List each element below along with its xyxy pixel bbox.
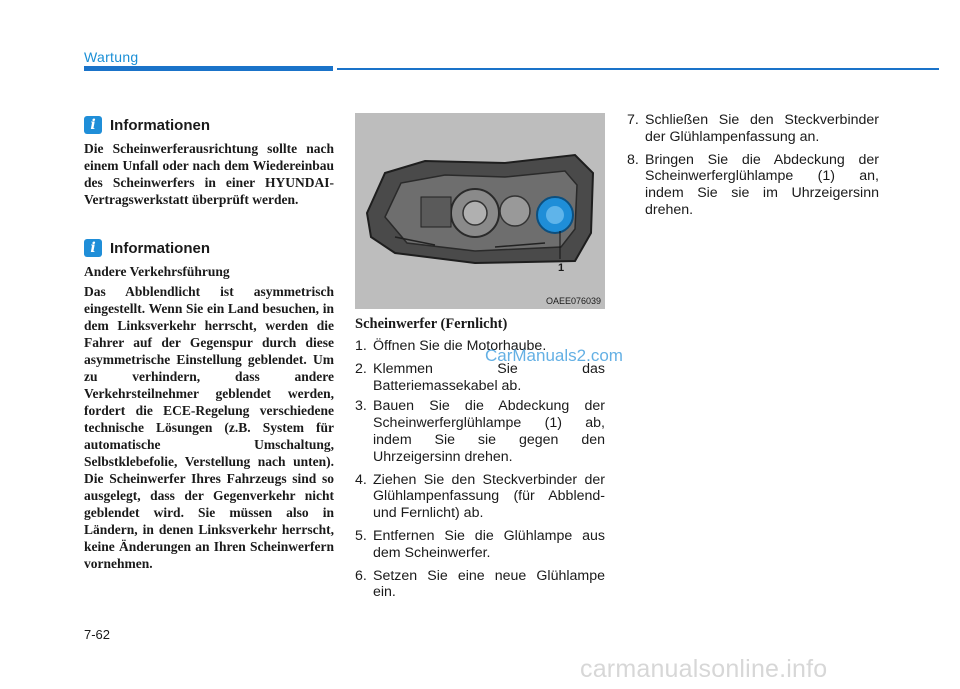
info-heading-2 (84, 239, 210, 257)
info-title-2: Informationen (110, 239, 210, 257)
list-item: 8. Bringen Sie die Abdeckung der Scheinwerferglühlampe (1) an, indem Sie sie im Uhrzeigersinn drehen. (627, 151, 879, 218)
section-title: Wartung (84, 49, 139, 65)
info-icon: i (84, 239, 102, 257)
info-heading-1 (84, 116, 210, 134)
list-item: 7. Schließen Sie den Steckverbinder der Glühlampenfassung an. (627, 112, 879, 145)
list-item: 6. Setzen Sie eine neue Glühlampe ein. (355, 567, 605, 601)
figure-callout: 1 (558, 262, 565, 274)
header-bar-left (84, 66, 333, 71)
footer-watermark: carmanualsonline.info (580, 655, 828, 683)
info-text-1: Die Scheinwerferausrichtung sollte nach einem Unfall oder nach dem Wiedereinbau des Scheinwerfers in einer HYUNDAI-Vertragswerkstatt überprüft werden. (84, 141, 334, 207)
steps-list-col2 (355, 338, 605, 607)
steps-list-col3 (627, 112, 879, 225)
headlamp-illustration (355, 113, 605, 309)
info-subtitle-2: Andere Verkehrsführung (84, 264, 230, 279)
page-number: 7-62 (84, 627, 111, 642)
list-item: 5. Entfernen Sie die Glühlampe aus dem Scheinwerfer. (355, 527, 605, 561)
list-item: 3. Bauen Sie die Abdeckung der Scheinwerferglühlampe (1) ab, indem Sie sie gegen den Uhrzeigersinn drehen. (355, 398, 605, 465)
figure-code: OAEE076039 (545, 296, 601, 306)
list-item: 4. Ziehen Sie den Steckverbinder der Glühlampenfassung (für Abblend- und Fernlicht) ab. (355, 471, 605, 522)
info-icon: i (84, 116, 102, 134)
header-bar-right (337, 68, 939, 70)
list-item: 1. Öffnen Sie die Motorhaube. (355, 338, 547, 354)
info-title-1: Informationen (110, 116, 210, 134)
info-text-2: Das Abblendlicht ist asymmetrisch eingestellt. Wenn Sie ein Land besuchen, in dem Linksverkehr herrscht, werden die Fahrer auf der Gegenspur durch diese asymmetrische Einstellung geblendet. Um zu verhindern, dass andere Verkehrsteilnehmer geblendet werden, fordert die ECE-Regelung verschiedene technische Lösungen (z.B. System für automatische Umschaltung, Selbstklebefolie, Verstellung nach unten). Die Scheinwerfer Ihres Fahrzeugs sind so ausgelegt, dass der Gegenverkehr nicht geblendet wird. Sie müssen also in Ländern, in denen Linksverkehr herrscht, keine Änderungen an Ihren Scheinwerfern vornehmen. (84, 284, 334, 571)
figure-caption: Scheinwerfer (Fernlicht) (355, 316, 508, 332)
watermark-carmanuals2: CarManuals2.com (485, 346, 623, 365)
headlamp-figure (355, 113, 605, 309)
list-item: 2. Klemmen Sie das Batteriemassekabel ab. (355, 360, 605, 394)
